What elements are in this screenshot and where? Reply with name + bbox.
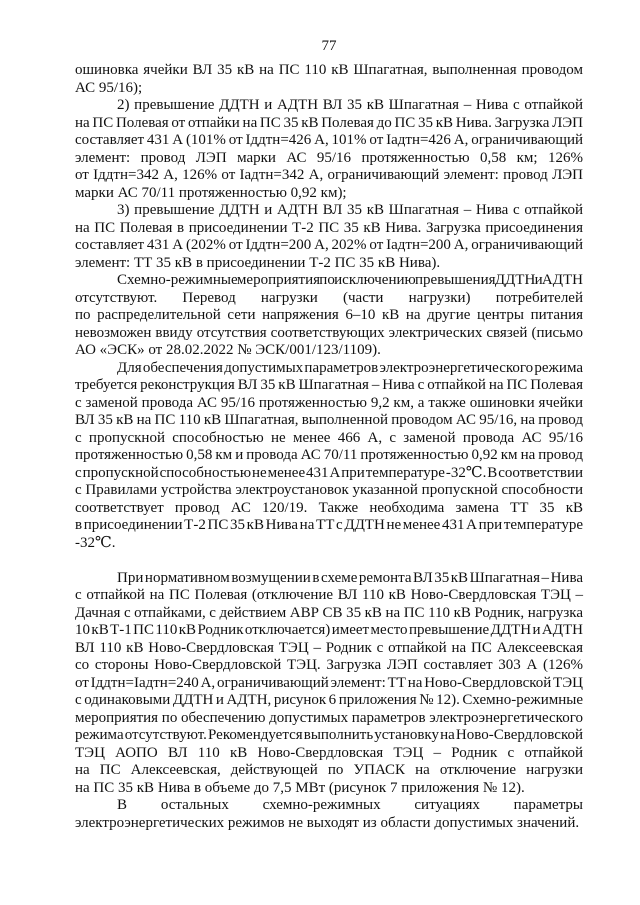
text-line-content: на ПС 35 кВ Нива в объеме до 7,5 МВт (рисунок 7 приложения № 12). [75, 779, 525, 796]
text-line [75, 430, 583, 448]
text-line-content: электроэнергетических режимов не выходят из области допустимых значений. [75, 814, 580, 831]
text-line-content: с заменой провода АС 95/16 протяженностью 9,2 км, а также ошиновки ячейки [75, 394, 583, 411]
text-line-content: ВЛ 35 кВ на ПС 110 кВ Шпагатная, выполненной проводом АС 95/16, на провод [75, 412, 583, 428]
text-line [75, 465, 583, 483]
text-line [75, 325, 583, 343]
text-line [75, 640, 583, 658]
text-line [75, 307, 583, 325]
text-line [75, 115, 583, 133]
text-line-content: с одинаковыми ДДТН и АДТН, рисунок 6 приложения № 12). Схемно-режимные [75, 692, 583, 708]
text-line-content: от Iддтн=342 А, 126% от Iадтн=342 А, ограничивающий элемент: провод ЛЭП [75, 167, 583, 183]
list-item-3 [75, 202, 583, 272]
text-line [75, 167, 583, 185]
text-line [75, 272, 583, 290]
list-item-2 [75, 97, 583, 202]
text-line-content: ошиновка ячейки ВЛ 35 кВ на ПС 110 кВ Шпагатная, выполненная проводом [75, 62, 583, 78]
text-line-content: протяженностью 0,58 км и провода АС 70/11 протяженностью 0,92 км на провод [75, 447, 583, 463]
text-line [75, 97, 583, 115]
text-line [75, 342, 583, 360]
text-line [75, 657, 583, 675]
text-line [75, 517, 583, 535]
text-line [75, 412, 583, 430]
text-line [75, 570, 583, 588]
text-line [75, 202, 583, 220]
text-line-content: составляет 431 А (101% от Iддтн=426 А, 101% от Iадтн=426 А, ограничивающий [75, 132, 583, 148]
text-line [75, 500, 583, 518]
text-line-content: с Правилами устройства электроустановок указанной пропускной способности [75, 482, 583, 498]
text-line-content: составляет 431 А (202% от Iддтн=200 А, 202% от Iадтн=200 А, ограничивающий [75, 237, 583, 253]
text-line-content: на ПС Полевая в присоединении Т-2 ПС 35 кВ Нива. Загрузка присоединения [75, 219, 583, 236]
text-line [75, 762, 583, 780]
text-line [75, 535, 583, 553]
document-body [75, 62, 583, 832]
paragraph-reconstruction [75, 360, 583, 553]
text-line-content: невозможен ввиду отсутствия соответствующих электрических связей (письмо [75, 324, 583, 341]
text-line-content: элемент: ТТ 35 кВ в присоединении Т-2 ПС 35 кВ Нива). [75, 254, 441, 271]
text-line-content: При нормативном возмущении в схеме ремонта ВЛ 35 кВ Шпагатная – Нива [117, 569, 583, 586]
text-line [75, 815, 583, 833]
text-line-content: отсутствуют. Перевод нагрузки (части нагрузки) потребителей [75, 289, 583, 306]
text-line-content: в присоединении Т-2 ПС 35 кВ Нива на ТТ с ДДТН не менее 431 А при температуре [75, 517, 583, 533]
text-line [75, 745, 583, 763]
text-line-content: мероприятия по обеспечению допустимых параметров электроэнергетического [75, 709, 583, 726]
text-line [75, 605, 583, 623]
text-line-content: режима отсутствуют. Рекомендуется выполнить установку на Ново-Свердловской [75, 727, 583, 743]
text-line-content: Схемно-режимные мероприятия по исключению превышения ДДТН и АДТН [117, 272, 583, 288]
text-line [75, 710, 583, 728]
text-line [75, 360, 583, 378]
text-line-content: с пропускной способностью не менее 466 А, с заменой провода АС 95/16 [75, 429, 583, 446]
text-line-content: 2) превышение ДДТН и АДТН ВЛ 35 кВ Шпагатная – Нива с отпайкой [117, 97, 583, 113]
text-line [75, 675, 583, 693]
text-line-content: соответствует провод АС 120/19. Также необходима замена ТТ 35 кВ [75, 499, 583, 516]
paragraph-no-measures [75, 272, 583, 360]
text-line [75, 482, 583, 500]
text-line-content: с отпайкой на ПС Полевая (отключение ВЛ 110 кВ Ново-Свердловская ТЭЦ – [75, 587, 583, 603]
text-line [75, 62, 583, 80]
text-line [75, 377, 583, 395]
text-line-content: элемент: провод ЛЭП марки АС 95/16 протяженностью 0,58 км; 126% [75, 149, 583, 166]
text-line-content: требуется реконструкция ВЛ 35 кВ Шпагатная – Нива с отпайкой на ПС Полевая [75, 377, 583, 393]
text-line [75, 692, 583, 710]
text-line-content: ТЭЦ АОПО ВЛ 110 кВ Ново-Свердловская ТЭЦ – Родник с отпайкой [75, 744, 583, 761]
text-line [75, 587, 583, 605]
text-line-content: на ПС Алексеевская, действующей по УПАСК на отключение нагрузки [75, 762, 583, 778]
paragraph-continued [75, 62, 583, 97]
text-line [75, 780, 583, 798]
text-line-content: марки АС 70/11 протяженностью 0,92 км); [75, 184, 347, 201]
text-line-content: на ПС Полевая от отпайки на ПС 35 кВ Полевая до ПС 35 кВ Нива. Загрузка ЛЭП [75, 114, 583, 131]
text-line-content: ВЛ 110 кВ Ново-Свердловская ТЭЦ – Родник с отпайкой на ПС Алексеевская [75, 639, 583, 656]
text-line-content: АС 95/16); [75, 79, 143, 96]
page-number: 77 [321, 38, 337, 54]
text-line-content: 10 кВ Т-1 ПС 110 кВ Родник отключается) имеет место превышение ДДТН и АДТН [75, 622, 583, 638]
text-line-content: от Iддтн=Iадтн=240 А, ограничивающий элемент: ТТ на Ново-Свердловской ТЭЦ [75, 674, 583, 691]
text-line-content: с пропускной способностью не менее 431 А при температуре -32℃. В соответствии [75, 464, 583, 481]
text-line-content: 3) превышение ДДТН и АДТН ВЛ 35 кВ Шпагатная – Нива с отпайкой [117, 202, 583, 218]
paragraph-conclusion [75, 797, 583, 832]
text-line-content: В остальных схемно-режимных ситуациях параметры [117, 797, 583, 813]
text-line-content: Для обеспечения допустимых параметров электроэнергетического режима [117, 359, 583, 376]
text-line [75, 185, 583, 203]
text-line [75, 80, 583, 98]
text-line [75, 150, 583, 168]
text-line [75, 132, 583, 150]
text-line-content: по распределительной сети напряжения 6–10 кВ на другие центры питания [75, 307, 583, 323]
text-line [75, 447, 583, 465]
text-line-content: -32℃. [75, 534, 116, 551]
text-line [75, 290, 583, 308]
text-line-content: со стороны Ново-Свердловской ТЭЦ. Загрузка ЛЭП составляет 303 А (126% [75, 657, 583, 673]
text-line [75, 255, 583, 273]
text-line [75, 237, 583, 255]
text-line-content: АО «ЭСК» от 28.02.2022 № ЭСК/001/123/1109). [75, 342, 381, 358]
text-line [75, 395, 583, 413]
text-line [75, 727, 583, 745]
text-line-content: Дачная с отпайками, с действием АВР СВ 35 кВ на ПС 110 кВ Родник, нагрузка [75, 604, 583, 621]
text-line [75, 797, 583, 815]
paragraph-normative-disturbance [75, 570, 583, 798]
text-line [75, 220, 583, 238]
text-line [75, 622, 583, 640]
